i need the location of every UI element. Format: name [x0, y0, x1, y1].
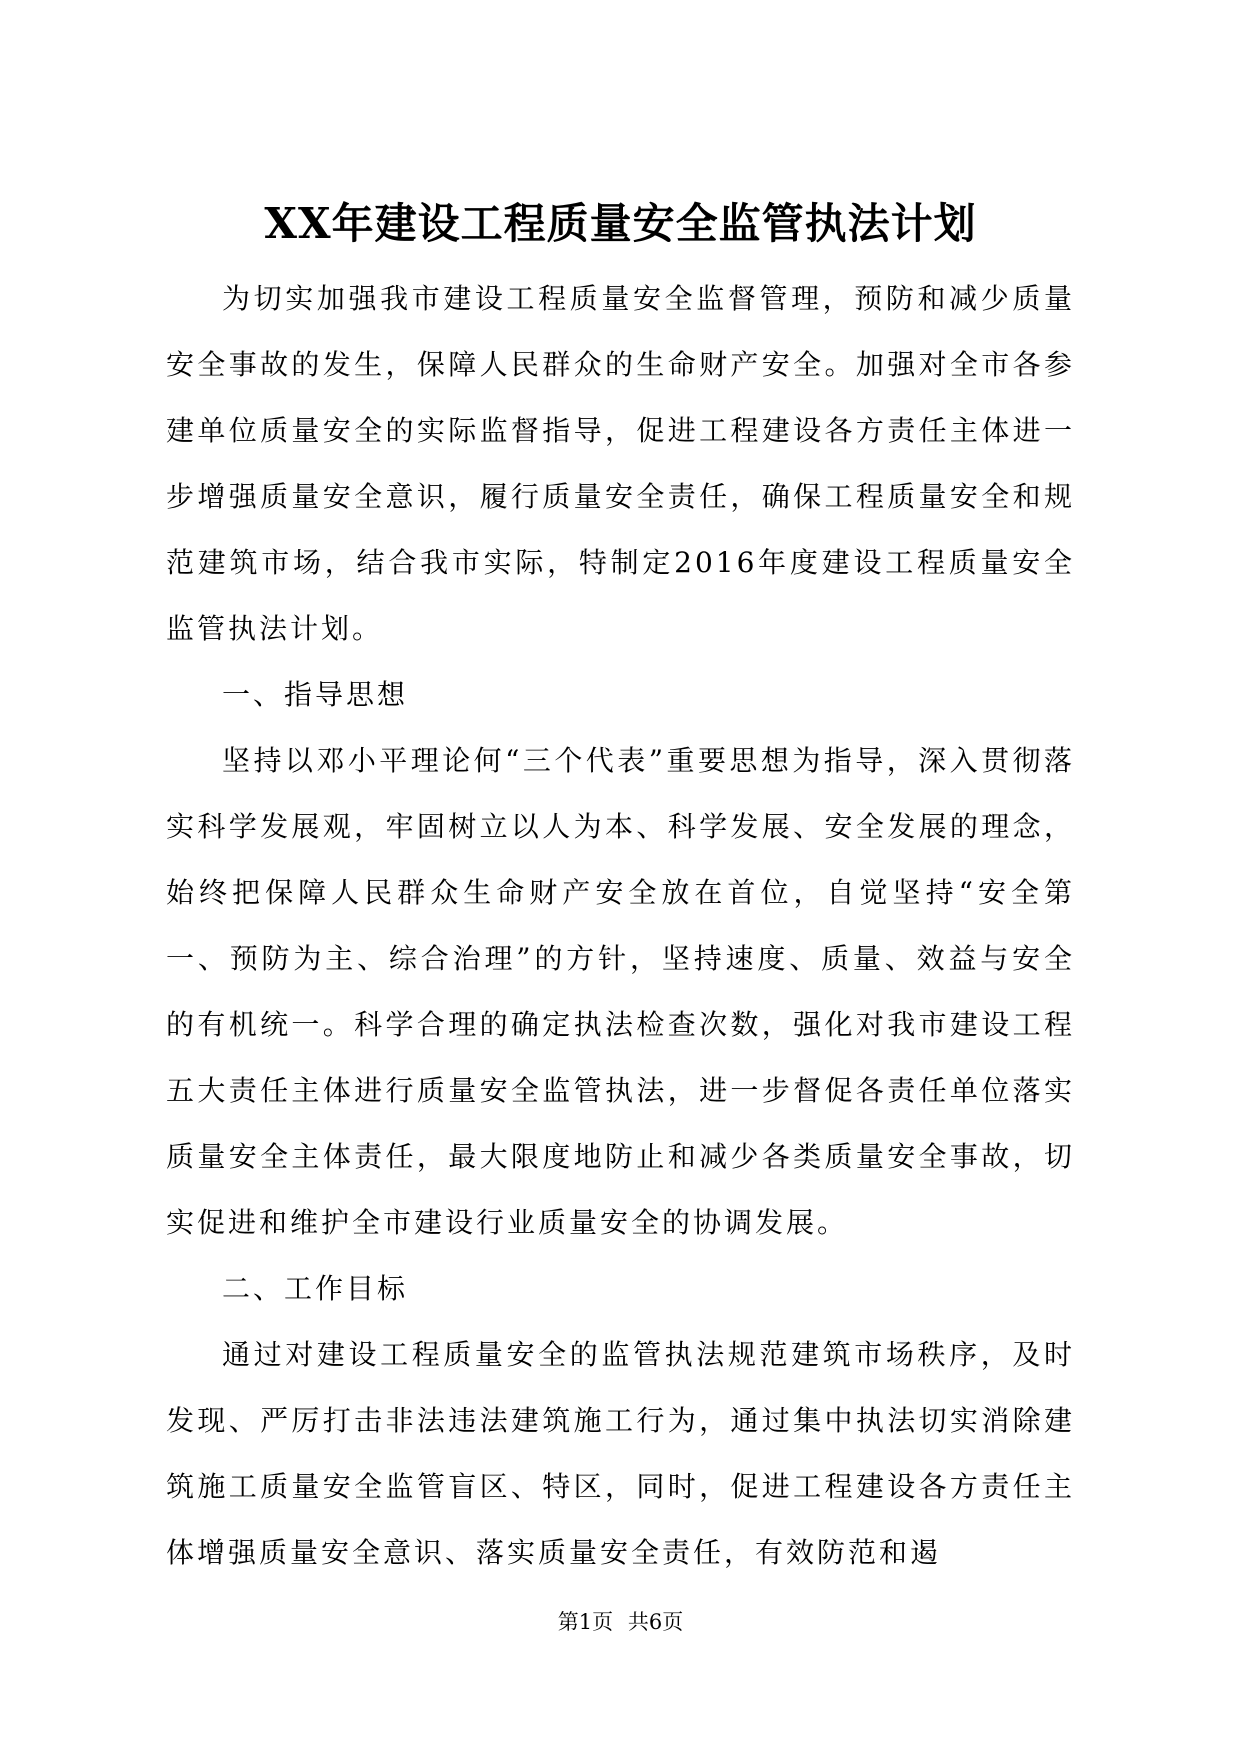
document-title: XX年建设工程质量安全监管执法计划 — [264, 199, 977, 248]
intro-paragraph: 为切实加强我市建设工程质量安全监督管理，预防和减少质量安全事故的发生，保障人民群众的生命财产安全。加强对全市各参建单位质量安全的实际监督指导，促进工程建设各方责任主体进一步增强质量安全意识，履行质量安全责任，确保工程质量安全和规范建筑市场，结合我市实际，特制定2016年度建设工程质量安全监管执法计划。 — [166, 282, 1075, 645]
page-total: 共6页 — [627, 1610, 684, 1634]
document-body — [166, 266, 1075, 1586]
guiding-ideology-paragraph: 坚持以邓小平理论何“三个代表”重要思想为指导，深入贯彻落实科学发展观，牢固树立以人为本、科学发展、安全发展的理念，始终把保障人民群众生命财产安全放在首位，自觉坚持“安全第一、预防为主、综合治理”的方针，坚持速度、质量、效益与安全的有机统一。科学合理的确定执法检查次数，强化对我市建设工程五大责任主体进行质量安全监管执法，进一步督促各责任单位落实质量安全主体责任，最大限度地防止和减少各类质量安全事故，切实促进和维护全市建设行业质量安全的协调发展。 — [166, 744, 1075, 1239]
page-number: 第1页 — [557, 1610, 614, 1634]
section-heading-work-goals: 二、工作目标 — [222, 1272, 409, 1305]
work-goals-paragraph: 通过对建设工程质量安全的监管执法规范建筑市场秩序，及时发现、严厉打击非法违法建筑施工行为，通过集中执法切实消除建筑施工质量安全监管盲区、特区，同时，促进工程建设各方责任主体增强质量安全意识、落实质量安全责任，有效防范和遏 — [166, 1338, 1075, 1569]
page-footer — [0, 1607, 1241, 1637]
section-heading-guiding-ideology: 一、指导思想 — [222, 678, 409, 711]
